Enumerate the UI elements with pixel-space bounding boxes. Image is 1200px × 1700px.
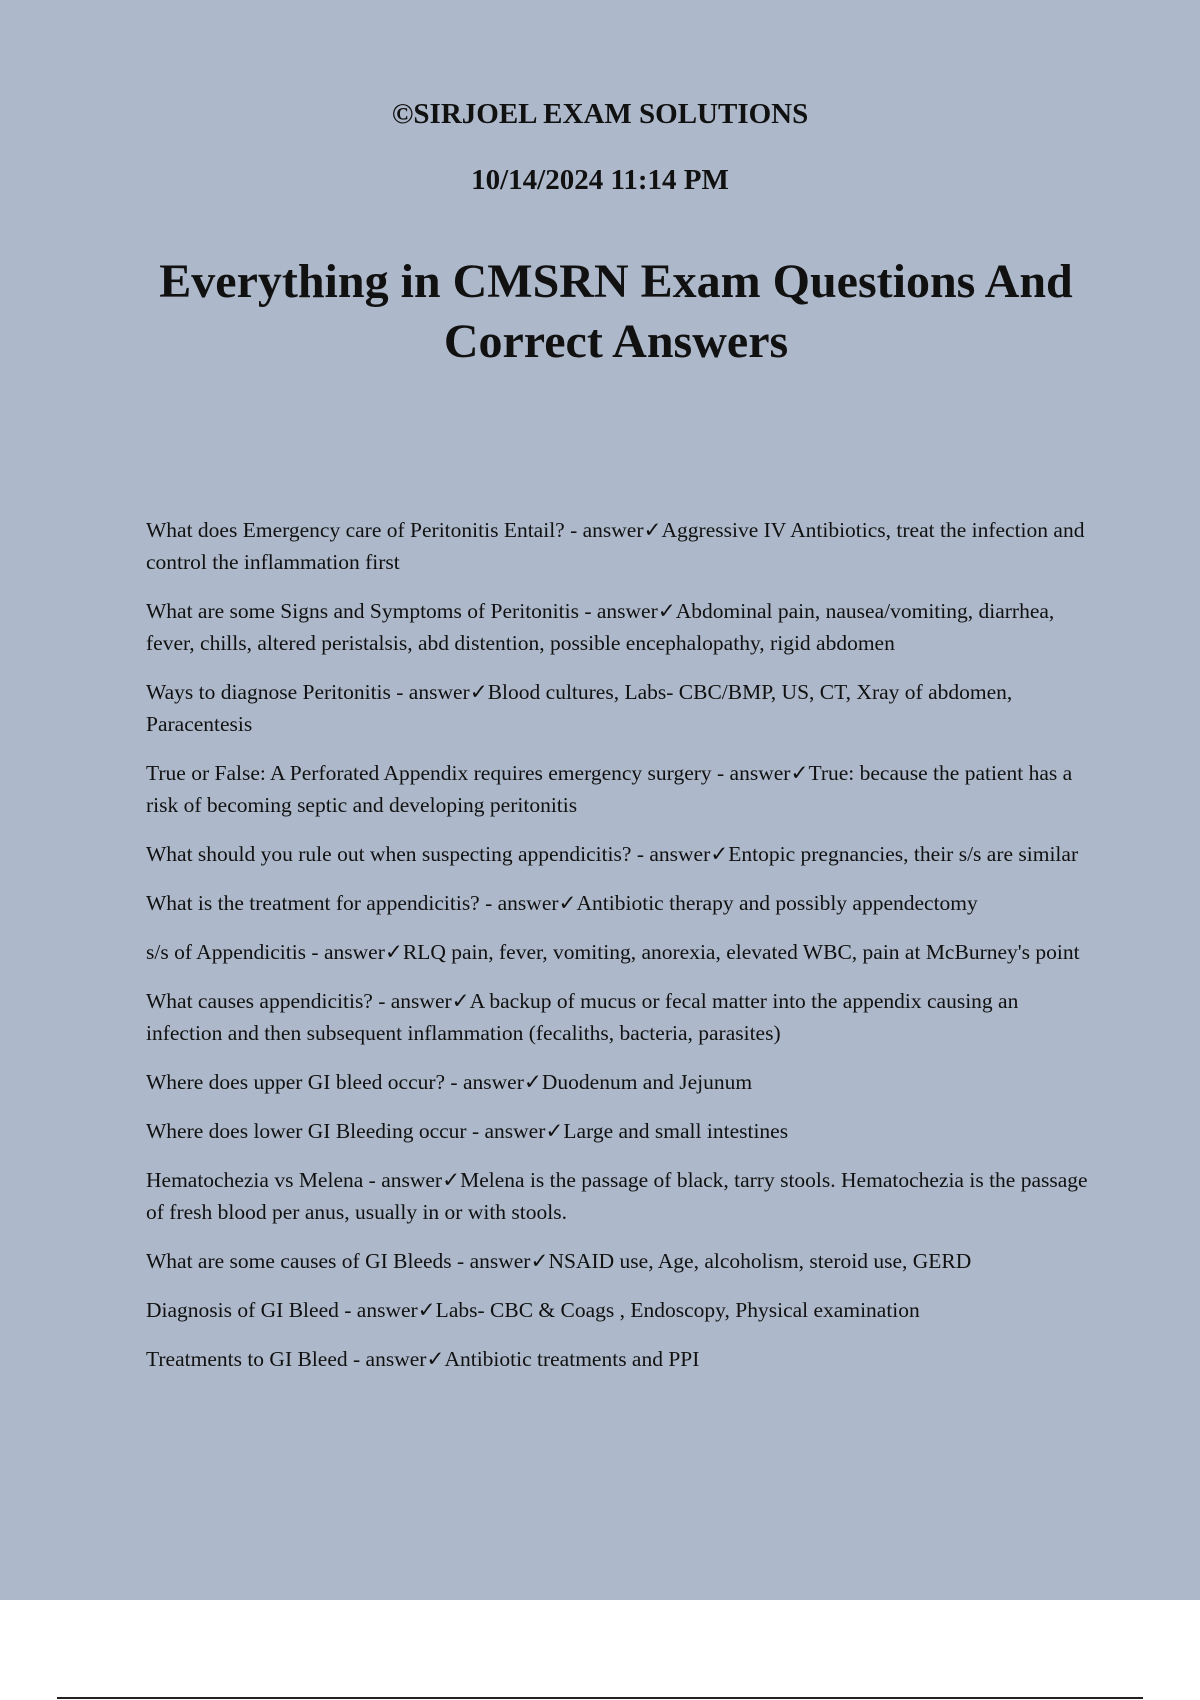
qa-item: Where does lower GI Bleeding occur - answer✓Large and small intestines: [146, 1119, 789, 1143]
qa-item: Ways to diagnose Peritonitis - answer✓Blood cultures, Labs- CBC/BMP, US, CT, Xray of abdomen, Paracentesis: [146, 680, 1013, 736]
document-datetime: 10/14/2024 11:14 PM: [471, 164, 729, 196]
document-title: Everything in CMSRN Exam Questions And Correct Answers: [159, 255, 1073, 368]
qa-item: Treatments to GI Bleed - answer✓Antibiotic treatments and PPI: [146, 1347, 700, 1371]
qa-item: What does Emergency care of Peritonitis Entail? - answer✓Aggressive IV Antibiotics, treat the infection and control the inflammation first: [146, 518, 1085, 574]
qa-item: What are some causes of GI Bleeds - answer✓NSAID use, Age, alcoholism, steroid use, GERD: [146, 1249, 972, 1273]
qa-item: Diagnosis of GI Bleed - answer✓Labs- CBC & Coags , Endoscopy, Physical examination: [146, 1298, 920, 1322]
brand-header: ©SIRJOEL EXAM SOLUTIONS: [391, 98, 809, 130]
qa-item: What is the treatment for appendicitis? - answer✓Antibiotic therapy and possibly appendectomy: [146, 891, 978, 915]
qa-item: Hematochezia vs Melena - answer✓Melena is the passage of black, tarry stools. Hematochezia is the passage of fresh blood per anus, usually in or with stools.: [146, 1168, 1088, 1224]
qa-list: [146, 514, 1096, 1392]
qa-item: s/s of Appendicitis - answer✓RLQ pain, fever, vomiting, anorexia, elevated WBC, pain at McBurney's point: [146, 940, 1080, 964]
qa-item: What are some Signs and Symptoms of Peritonitis - answer✓Abdominal pain, nausea/vomiting, diarrhea, fever, chills, altered peristalsis, abd distention, possible encephalopathy, rigid abdomen: [146, 599, 1055, 655]
footer-divider: [57, 1697, 1143, 1699]
qa-item: Where does upper GI bleed occur? - answer✓Duodenum and Jejunum: [146, 1070, 753, 1094]
qa-item: What should you rule out when suspecting appendicitis? - answer✓Entopic pregnancies, their s/s are similar: [146, 842, 1079, 866]
qa-item: What causes appendicitis? - answer✓A backup of mucus or fecal matter into the appendix causing an infection and then subsequent inflammation (fecaliths, bacteria, parasites): [146, 989, 1019, 1045]
qa-item: True or False: A Perforated Appendix requires emergency surgery - answer✓True: because the patient has a risk of becoming septic and developing peritonitis: [146, 761, 1073, 817]
